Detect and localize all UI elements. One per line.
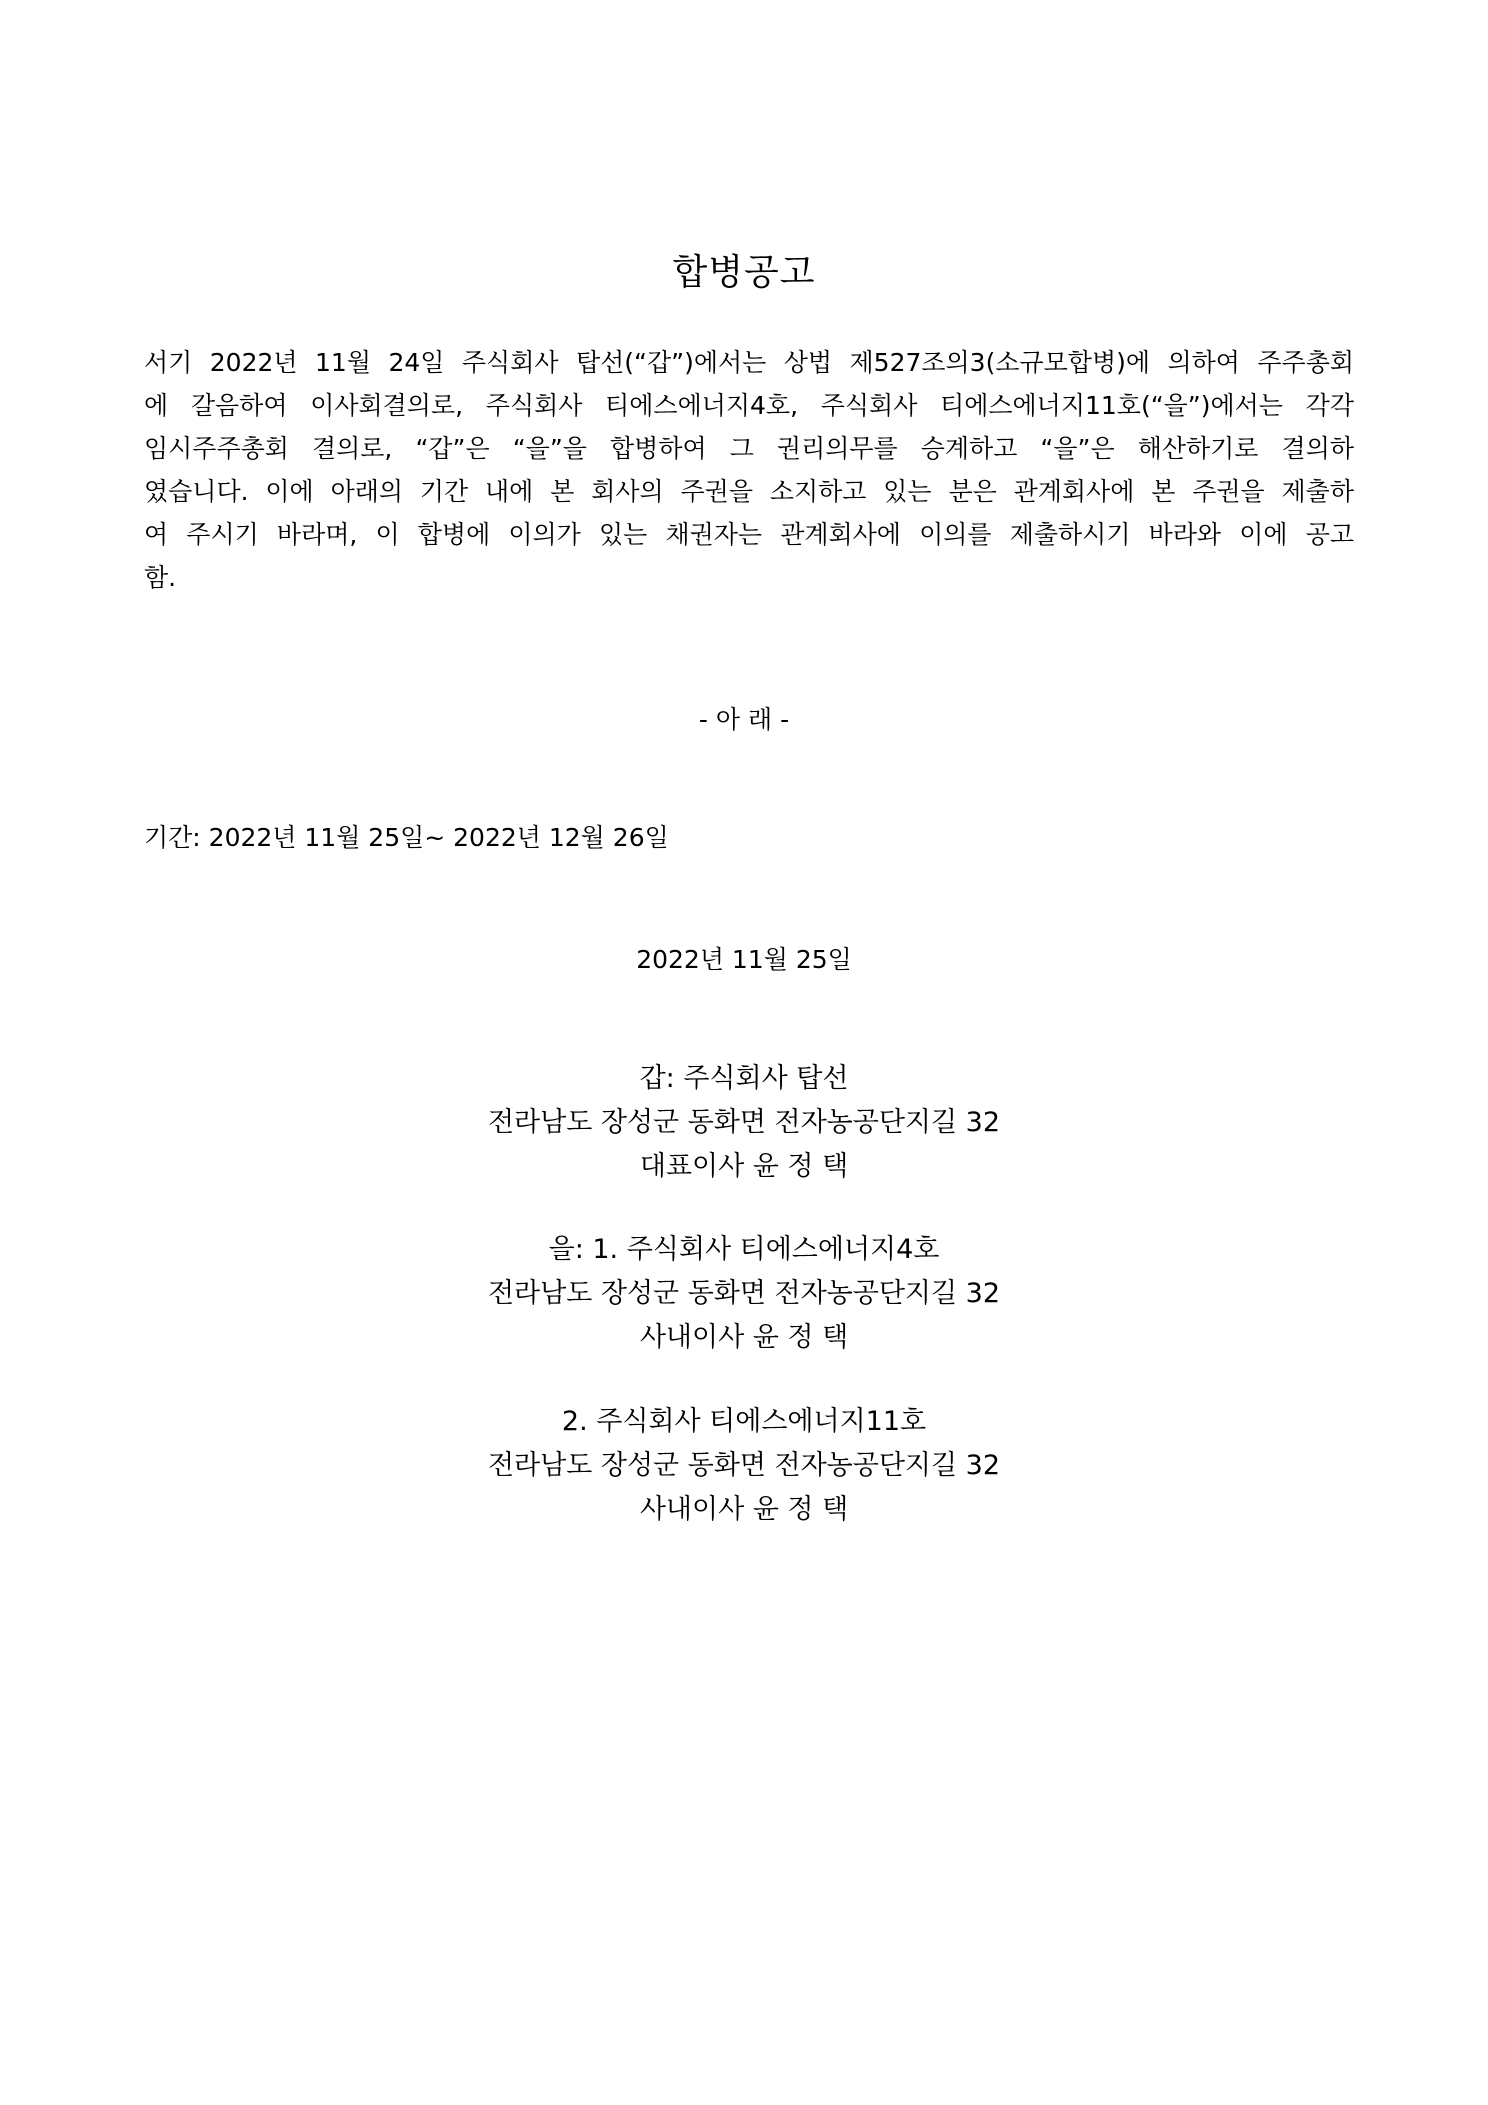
- notice-heading: - 아 래 -: [698, 705, 790, 734]
- paragraph-line: 여 주시기 바라며, 이 합병에 이의가 있는 채권자는 관계회사에 이의를 제출하시기 바라와 이에 공고: [144, 520, 1354, 549]
- paragraph-line: 함.: [144, 563, 177, 592]
- paragraph-line: 임시주주총회 결의로, “갑”은 “을”을 합병하여 그 권리의무를 승계하고 “을”은 해산하기로 결의하: [144, 434, 1354, 463]
- party-b2-block: [0, 1400, 1488, 1532]
- party-b1-address: 전라남도 장성군 동화면 전자농공단지길 32: [487, 1278, 1001, 1309]
- party-b1-block: [0, 1228, 1488, 1360]
- notice-date: 2022년 11월 25일: [636, 945, 852, 974]
- party-a-representative: 대표이사 윤 정 택: [639, 1151, 849, 1182]
- party-a-block: [0, 1057, 1488, 1189]
- objection-period: 기간: 2022년 11월 25일~ 2022년 12월 26일: [144, 823, 669, 852]
- paragraph-line: 였습니다. 이에 아래의 기간 내에 본 회사의 주권을 소지하고 있는 분은 관계회사에 본 주권을 제출하: [144, 477, 1354, 506]
- paragraph-line: 서기 2022년 11월 24일 주식회사 탑선(“갑”)에서는 상법 제527조의3(소규모합병)에 의하여 주주총회: [144, 348, 1354, 377]
- party-b2-label: 2. 주식회사 티에스에너지11호: [561, 1406, 927, 1437]
- notice-paragraph: [144, 341, 1354, 599]
- document-title: 합병공고: [672, 252, 816, 293]
- party-b2-address: 전라남도 장성군 동화면 전자농공단지길 32: [487, 1450, 1001, 1481]
- party-b1-label: 을: 1. 주식회사 티에스에너지4호: [548, 1234, 940, 1265]
- party-a-label: 갑: 주식회사 탑선: [639, 1063, 849, 1094]
- paragraph-line: 에 갈음하여 이사회결의로, 주식회사 티에스에너지4호, 주식회사 티에스에너지11호(“을”)에서는 각각: [144, 391, 1354, 420]
- party-b1-representative: 사내이사 윤 정 택: [639, 1322, 849, 1353]
- party-b2-representative: 사내이사 윤 정 택: [639, 1494, 849, 1525]
- party-a-address: 전라남도 장성군 동화면 전자농공단지길 32: [487, 1107, 1001, 1138]
